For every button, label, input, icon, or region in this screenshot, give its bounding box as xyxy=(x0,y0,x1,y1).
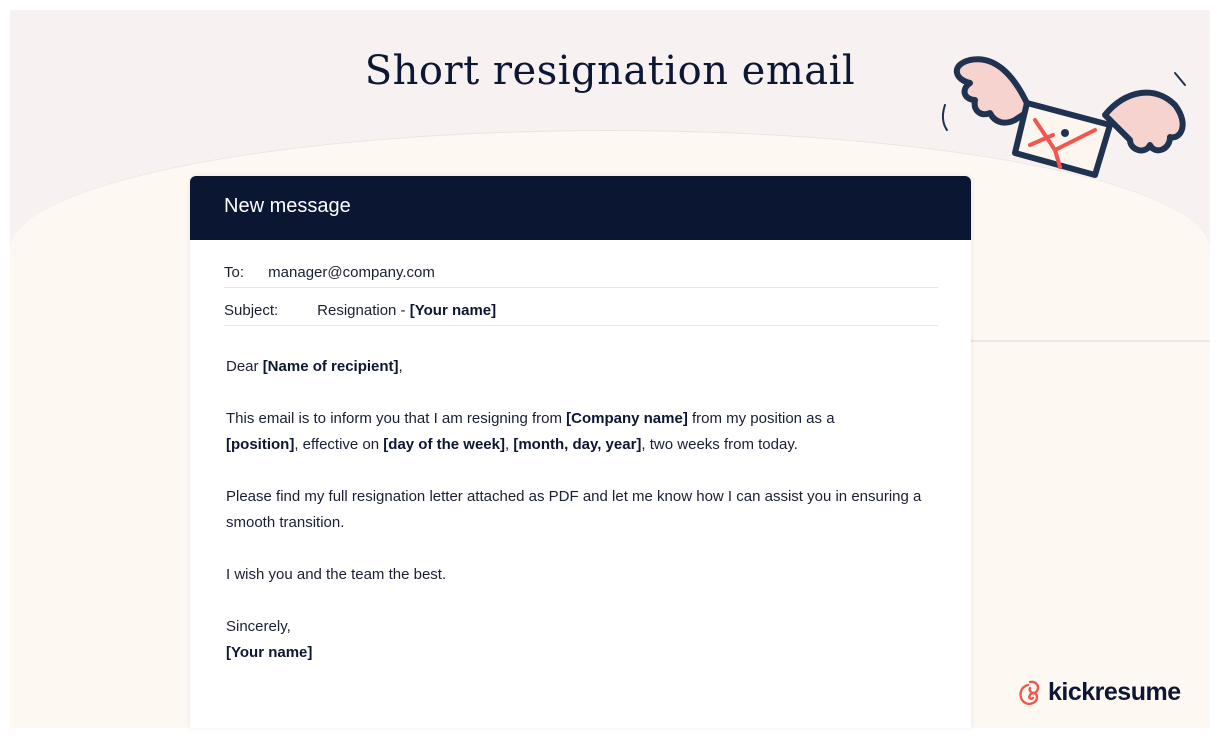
text: from my position as a xyxy=(687,410,835,427)
page-title: Short resignation email xyxy=(364,48,856,94)
subject-label: Subject: xyxy=(224,302,279,319)
subject-field[interactable] xyxy=(224,302,938,326)
text: , two weeks from today. xyxy=(641,436,798,453)
window-header xyxy=(190,176,971,240)
to-value[interactable]: manager@company.com xyxy=(268,264,435,281)
subject-placeholder: [Your name] xyxy=(409,302,497,319)
placeholder: [month, day, year] xyxy=(513,436,642,453)
closing: Sincerely, xyxy=(226,618,291,635)
paragraph-1 xyxy=(226,406,946,458)
window-title: New message xyxy=(224,195,351,217)
placeholder: [Name of recipient] xyxy=(262,358,399,375)
text: This email is to inform you that I am resigning from xyxy=(226,410,567,427)
email-compose-window xyxy=(190,176,971,728)
to-field[interactable] xyxy=(224,264,938,288)
text: , xyxy=(504,436,514,453)
kickresume-logo xyxy=(1016,678,1181,707)
email-body[interactable] xyxy=(226,354,946,666)
placeholder: [day of the week] xyxy=(383,436,505,453)
text: Dear xyxy=(226,358,263,375)
subject-value[interactable]: Resignation - xyxy=(317,302,410,319)
text: , effective on xyxy=(294,436,384,453)
placeholder: [position] xyxy=(226,436,295,453)
to-label: To: xyxy=(224,264,245,281)
background-wave xyxy=(970,340,1210,728)
brand-name: kickresume xyxy=(1048,678,1181,706)
paragraph-3: I wish you and the team the best. xyxy=(226,566,447,583)
chameleon-icon xyxy=(1016,679,1042,707)
greeting xyxy=(226,354,946,380)
placeholder: [Company name] xyxy=(566,410,688,427)
paragraph-2: Please find my full resignation letter attached as PDF and let me know how I can assist you in ensuring a smooth transition. xyxy=(226,488,922,531)
flying-envelope-icon xyxy=(935,45,1195,185)
text: , xyxy=(398,358,403,375)
signature: [Your name] xyxy=(226,644,313,661)
